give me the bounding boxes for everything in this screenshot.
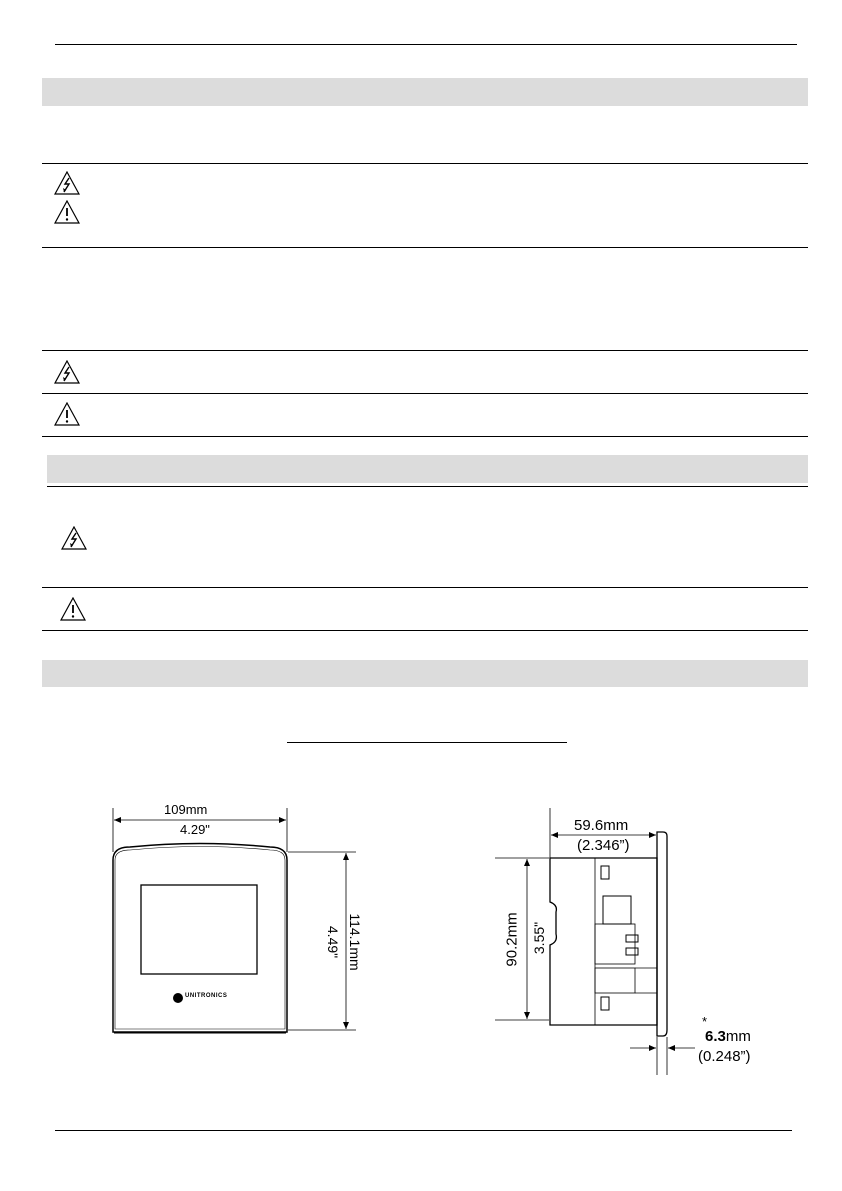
- warning-box-top-rule: [42, 163, 808, 164]
- warning-row-divider: [42, 393, 808, 394]
- caution-warning-icon: [60, 597, 86, 621]
- caution-warning-icon: [54, 402, 80, 426]
- unitronics-logo-text: UNITRONICS: [185, 993, 228, 999]
- side-height-in-label: 3.55": [531, 921, 547, 955]
- warning-box-top-rule: [47, 486, 808, 487]
- front-view-drawing: [100, 800, 380, 1060]
- panel-thickness-asterisk: *: [702, 1014, 708, 1029]
- panel-thickness-unit: mm: [725, 1028, 751, 1045]
- front-width-in-label: 4.29": [180, 822, 210, 837]
- side-depth-mm-label: 59.6mm: [574, 817, 629, 834]
- header-rule: [55, 44, 797, 45]
- side-view-drawing: [490, 800, 790, 1080]
- front-width-mm-label: 109mm: [164, 802, 208, 817]
- panel-thickness-mm-label: [705, 1028, 751, 1045]
- footer-rule: [55, 1130, 792, 1131]
- front-height-in-label: 4.49": [325, 925, 341, 959]
- side-height-mm-label: 90.2mm: [503, 912, 521, 967]
- panel-thickness-value: 6.3: [705, 1028, 726, 1045]
- warning-row-divider: [42, 587, 808, 588]
- section-heading-band: [47, 455, 808, 483]
- section-heading-band: [42, 78, 808, 106]
- warning-box-top-rule: [42, 350, 808, 351]
- side-depth-in-label: (2.346”): [577, 837, 630, 854]
- section-heading-band: [42, 660, 808, 687]
- warning-box-bottom-rule: [42, 436, 808, 437]
- electric-shock-warning-icon: [54, 360, 80, 384]
- subheading-underline: [287, 742, 567, 743]
- electric-shock-warning-icon: [54, 171, 80, 195]
- warning-box-bottom-rule: [42, 247, 808, 248]
- front-height-mm-label: 114.1mm: [347, 913, 363, 971]
- electric-shock-warning-icon: [61, 526, 87, 550]
- caution-warning-icon: [54, 200, 80, 224]
- panel-thickness-in-label: (0.248”): [698, 1048, 751, 1065]
- warning-box-bottom-rule: [42, 630, 808, 631]
